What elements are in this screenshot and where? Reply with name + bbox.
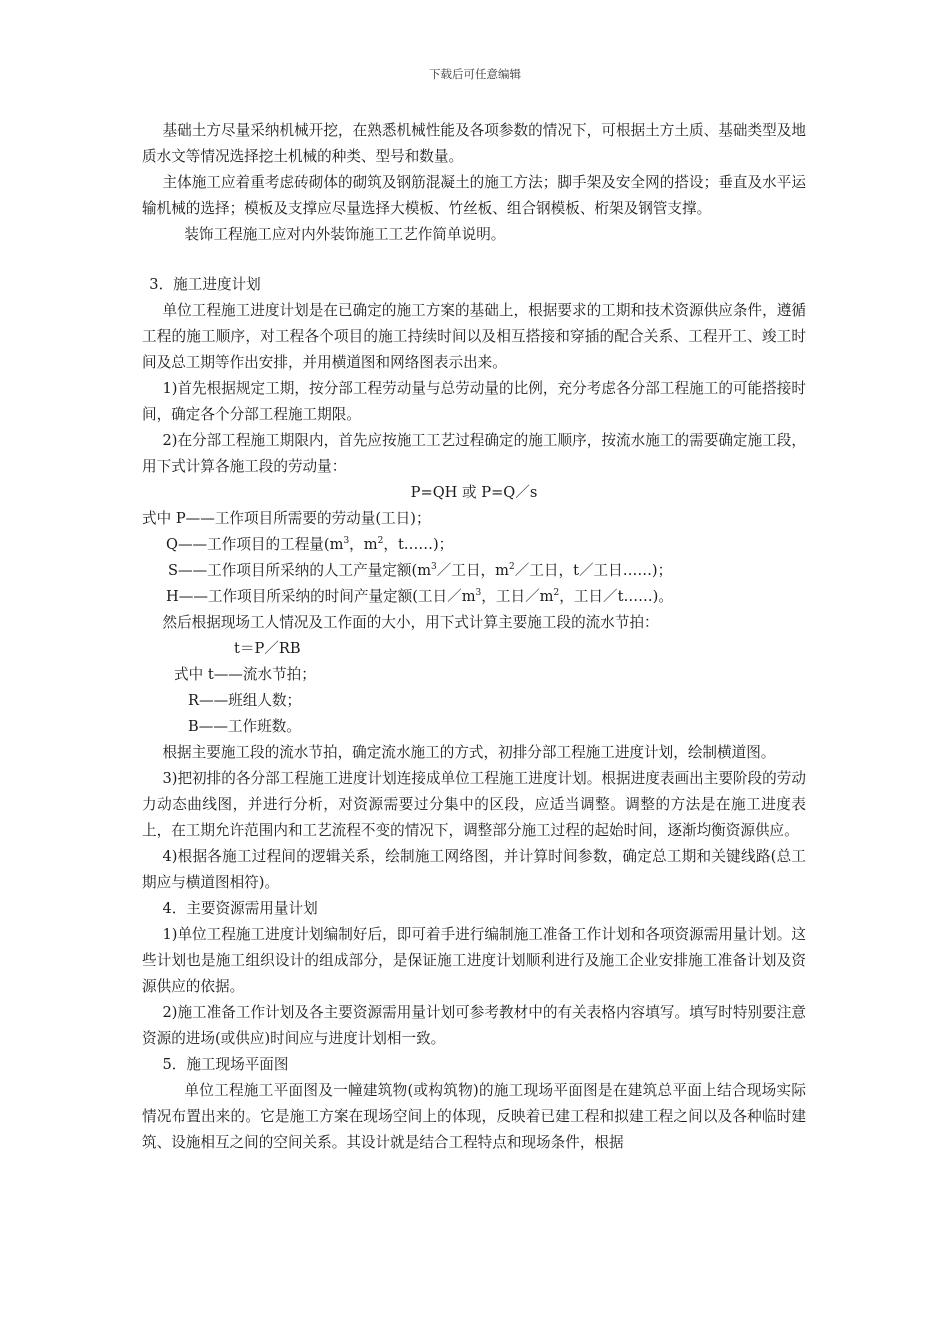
paragraph: 3)把初排的各分部工程施工进度计划连接成单位工程施工进度计划。根据进度表画出主要阶段的劳动力动态曲线图，并进行分析，对资源需要过分集中的区段，应适当调整。调整的方法是在施工进度表上，在工期允许范围内和工艺流程不变的情况下，调整部分施工过程的起始时间，逐渐均衡资源供应。 — [142, 770, 806, 839]
section-heading: 4．主要资源需用量计划 — [162, 900, 318, 917]
text-segment: S——工作项目所采纳的人工产量定额(m — [168, 562, 432, 579]
paragraph: 2)施工准备工作计划及各主要资源需用量计划可参考教材中的有关表格内容填写。填写时特别要注意资源的进场(或供应)时间应与进度计划相一致。 — [142, 1004, 806, 1047]
formula-where — [142, 584, 806, 610]
paragraph: 装饰工程施工应对内外装饰施工工艺作简单说明。 — [184, 226, 506, 243]
paragraph: 4)根据各施工过程间的逻辑关系，绘制施工网络图，并计算时间参数，确定总工期和关键线路(总工期应与横道图相符)。 — [142, 848, 806, 891]
formula-where: R——班组人数； — [188, 692, 302, 709]
formula: t＝P／RB — [234, 640, 301, 657]
section-heading: 3．施工进度计划 — [149, 276, 261, 293]
formula: P=QH 或 P=Q／s — [410, 484, 538, 501]
formula-where: 式中 P——工作项目所需要的劳动量(工日)； — [142, 510, 431, 527]
superscript: 2 — [377, 536, 384, 547]
paragraph: 2)在分部工程施工期限内，首先应按施工工艺过程确定的施工顺序，按流水施工的需要确定施工段，用下式计算各施工段的劳动量： — [142, 432, 806, 475]
superscript: 2 — [553, 588, 560, 599]
paragraph: 1)首先根据规定工期，按分部工程劳动量与总劳动量的比例，充分考虑各分部工程施工的可能搭接时间，确定各个分部工程施工期限。 — [142, 380, 806, 423]
superscript: 3 — [475, 588, 482, 599]
paragraph: 1)单位工程施工进度计划编制好后，即可着手进行编制施工准备工作计划和各项资源需用量计划。这些计划也是施工组织设计的组成部分，是保证施工进度计划顺利进行及施工企业安排施工准备计划及资源供应的依据。 — [142, 926, 806, 995]
formula-where: B——工作班数。 — [188, 718, 301, 735]
text-segment: Q——工作项目的工程量(m — [166, 536, 344, 553]
section-heading: 5．施工现场平面图 — [162, 1056, 289, 1073]
formula-where — [142, 532, 806, 558]
text-segment: ／工日，t／工日……)； — [514, 562, 673, 579]
paragraph: 单位工程施工进度计划是在已确定的施工方案的基础上，根据要求的工期和技术资源供应条件，遵循工程的施工顺序，对工程各个项目的施工持续时间以及相互搭接和穿插的配合关系、工程开工、竣工时间及总工期等作出安排，并用横道图和网络图表示出来。 — [142, 302, 806, 371]
page-header: 下载后可任意编辑 — [429, 67, 521, 81]
paragraph: 根据主要施工段的流水节拍，确定流水施工的方式，初排分部工程施工进度计划，绘制横道图。 — [162, 744, 776, 761]
spacer — [142, 248, 806, 272]
text-segment: ，工日／t……)。 — [559, 588, 673, 605]
superscript: 2 — [508, 562, 515, 573]
paragraph: 基础土方尽量采纳机械开挖，在熟悉机械性能及各项参数的情况下，可根据土方土质、基础类型及地质水文等情况选择挖土机械的种类、型号和数量。 — [142, 122, 806, 165]
text-segment: ，t……)； — [383, 536, 454, 553]
formula-where: 式中 t——流水节拍； — [174, 666, 316, 683]
document-body — [142, 118, 806, 1156]
formula-where — [142, 558, 806, 584]
text-segment: ，工日／m — [481, 588, 554, 605]
text-segment: H——工作项目所采纳的时间产量定额(工日／m — [166, 588, 476, 605]
superscript: 3 — [431, 562, 437, 573]
text-segment: ／工日，m — [436, 562, 509, 579]
paragraph: 然后根据现场工人情况及工作面的大小，用下式计算主要施工段的流水节拍： — [162, 614, 659, 631]
text-segment: ，m — [349, 536, 378, 553]
paragraph: 单位工程施工平面图及一幢建筑物(或构筑物)的施工现场平面图是在建筑总平面上结合现场实际情况布置出来的。它是施工方案在现场空间上的体现，反映着已建工程和拟建工程之间以及各种临时建筑、设施相互之间的空间关系。其设计就是结合工程特点和现场条件，根据 — [142, 1082, 806, 1151]
superscript: 3 — [343, 536, 350, 547]
paragraph: 主体施工应着重考虑砖砌体的砌筑及钢筋混凝土的施工方法；脚手架及安全网的搭设；垂直及水平运输机械的选择；模板及支撑应尽量选择大模板、竹丝板、组合钢模板、桁架及钢管支撑。 — [142, 174, 806, 217]
